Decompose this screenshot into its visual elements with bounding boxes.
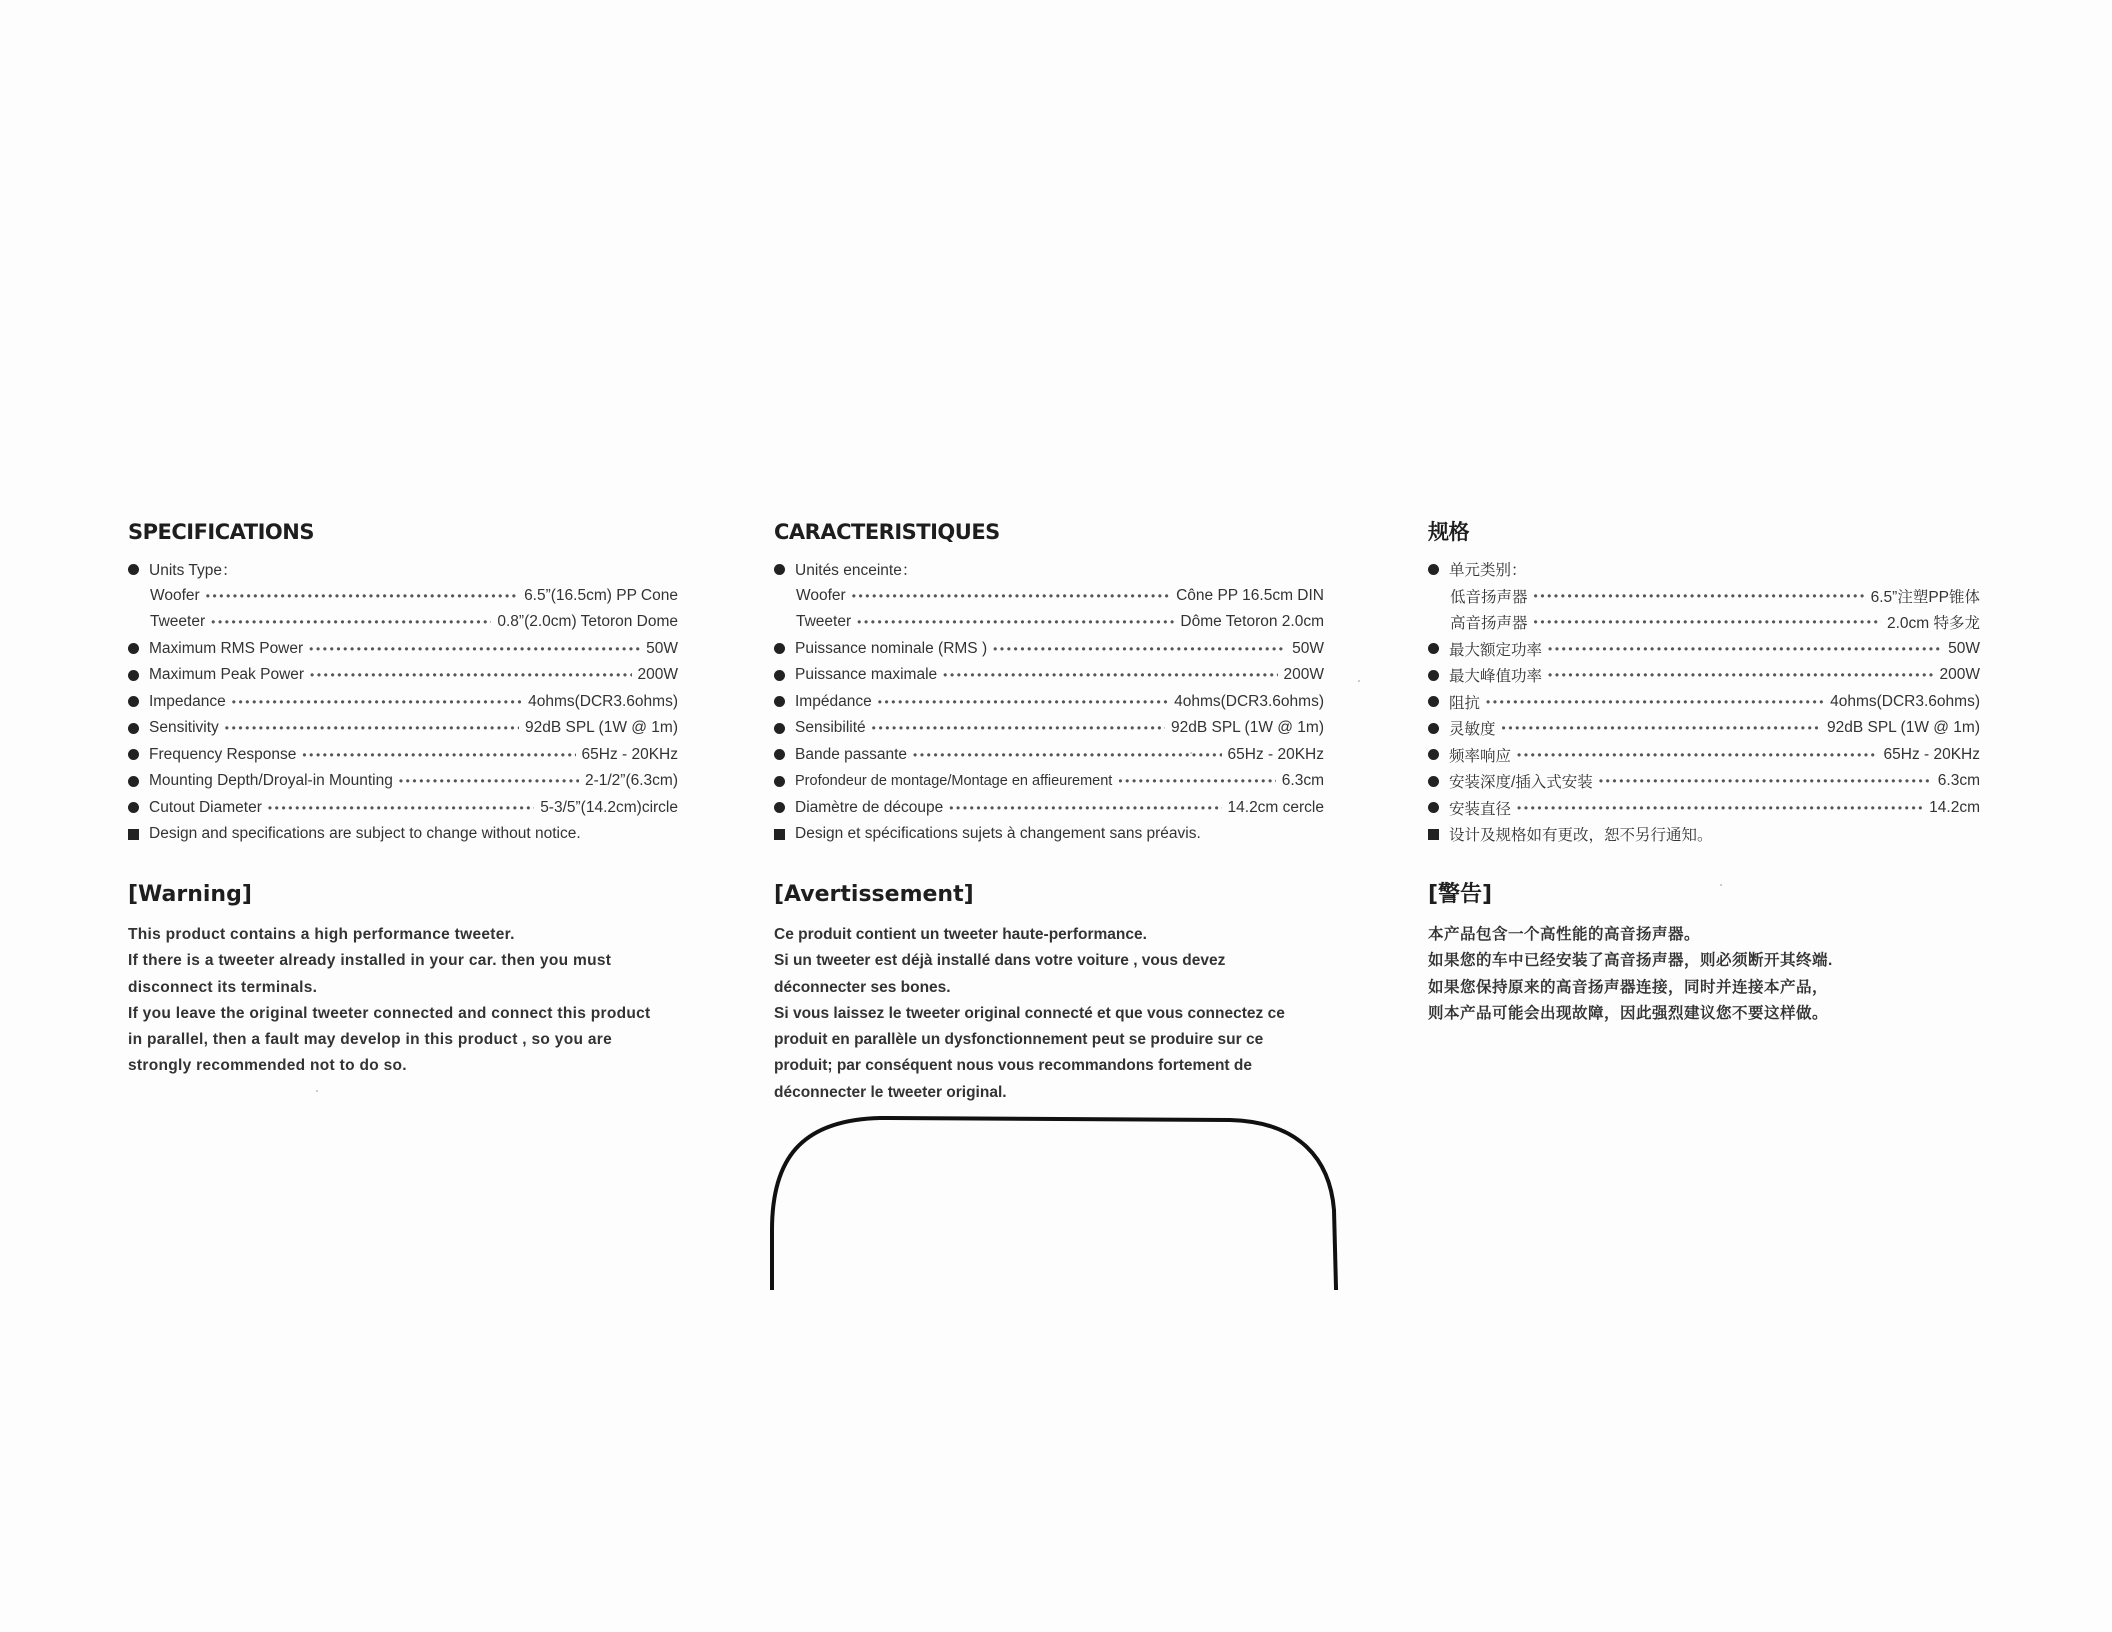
spec-label: Tweeter [150, 613, 206, 631]
dot-leader [943, 669, 1277, 681]
spec-row [128, 689, 678, 716]
dot-leader [872, 722, 1165, 734]
guige-heading: 规格 [1428, 520, 1469, 544]
chinese-column [1428, 518, 1980, 1022]
dot-leader [1548, 643, 1942, 655]
bullet-icon [774, 723, 785, 734]
unit-tweeter-row [1428, 609, 1980, 636]
jinggao-heading: [警告] [1428, 882, 1493, 907]
scan-speck [1720, 884, 1722, 886]
spec-row [774, 768, 1324, 795]
dot-leader [913, 749, 1221, 761]
warning-line: 本产品包含一个高性能的高音扬声器。 [1428, 926, 1701, 943]
spec-value: 92dB SPL (1W @ 1m) [525, 719, 678, 737]
bullet-icon [1428, 723, 1439, 734]
square-bullet-icon [128, 829, 139, 840]
dot-leader [1534, 616, 1881, 628]
spec-label: Mounting Depth/Droyal-in Mounting [149, 772, 393, 790]
french-column [774, 518, 1324, 1101]
spec-label: 安装直径 [1449, 800, 1512, 818]
dot-leader [1517, 802, 1923, 814]
spec-row [1428, 715, 1980, 742]
spec-value: 6.5”注塑PP锥体 [1870, 588, 1980, 606]
spec-value: 14.2cm cercle [1227, 798, 1324, 816]
spec-row [128, 715, 678, 742]
spec-label: 安装深度/插入式安装 [1449, 774, 1593, 792]
dot-leader [310, 669, 631, 681]
spec-note [128, 821, 678, 848]
spec-value: Cône PP 16.5cm DIN [1176, 586, 1324, 604]
specifications-list [774, 556, 1324, 848]
warning-line: déconnecter ses bones. [774, 978, 951, 996]
spec-value: 4ohms(DCR3.6ohms) [528, 692, 678, 710]
spec-row [1428, 742, 1980, 769]
bullet-icon [1428, 802, 1439, 813]
warning-line: 如果您的车中已经安装了高音扬声器，则必须断开其终端. [1428, 952, 1833, 970]
dot-leader [399, 775, 579, 787]
warning-line: If there is a tweeter already installed in your car. then you must [128, 952, 612, 970]
avertissement-heading: [Avertissement] [774, 882, 974, 907]
spec-label: Unités enceinte： [795, 562, 918, 580]
dot-leader [1118, 775, 1275, 787]
bullet-icon [1428, 749, 1439, 760]
spec-value: 50W [1948, 639, 1980, 657]
spec-row [128, 662, 678, 689]
specifications-list [1428, 556, 1980, 848]
bullet-icon [774, 564, 785, 575]
bullet-icon [774, 643, 785, 654]
unit-woofer-row [1428, 583, 1980, 610]
bullet-icon [1428, 643, 1439, 654]
spec-label: Puissance maximale [795, 666, 938, 684]
spec-row [1428, 662, 1980, 689]
spec-label: Maximum Peak Power [149, 666, 305, 684]
dot-leader [852, 590, 1170, 602]
dot-leader [225, 722, 519, 734]
bullet-icon [1428, 696, 1439, 707]
spec-label: Frequency Response [149, 745, 297, 763]
bullet-icon [128, 776, 139, 787]
unit-woofer-row [774, 583, 1324, 610]
dot-leader [1534, 590, 1865, 602]
units-type-item [774, 556, 1324, 583]
warning-body [1428, 922, 1980, 1027]
scan-speck [1358, 680, 1360, 682]
specifications-heading: SPECIFICATIONS [128, 520, 314, 544]
bullet-icon [774, 696, 785, 707]
spec-row [128, 636, 678, 663]
bullet-icon [774, 670, 785, 681]
bullet-icon [128, 723, 139, 734]
square-bullet-icon [774, 829, 785, 840]
spec-label: Woofer [796, 586, 846, 604]
warning-line: déconnecter le tweeter original. [774, 1083, 1007, 1101]
bullet-icon [774, 802, 785, 813]
spec-row [128, 742, 678, 769]
bullet-icon [128, 643, 139, 654]
dot-leader [878, 696, 1168, 708]
spec-value: 5-3/5”(14.2cm)circle [540, 798, 678, 816]
spec-label: 高音扬声器 [1450, 615, 1528, 633]
spec-value: Dôme Tetoron 2.0cm [1180, 613, 1324, 631]
spec-label: Bande passante [795, 745, 908, 763]
spec-row [1428, 636, 1980, 663]
warning-line: 如果您保持原来的高音扬声器连接，同时并连接本产品， [1428, 978, 1829, 996]
spec-value: 4ohms(DCR3.6ohms) [1174, 692, 1324, 710]
spec-row [774, 662, 1324, 689]
spec-label: Woofer [150, 586, 200, 604]
spec-label: Impedance [149, 692, 226, 710]
spec-row [774, 636, 1324, 663]
spec-row [774, 689, 1324, 716]
warning-body [774, 922, 1324, 1106]
bullet-icon [774, 749, 785, 760]
spec-label: Sensibilité [795, 719, 866, 737]
spec-label: 最大额定功率 [1449, 641, 1543, 659]
warning-body [128, 922, 678, 1080]
bullet-icon [1428, 776, 1439, 787]
note-text: Design et spécifications sujets à changement sans préavis. [795, 825, 1201, 843]
bullet-icon [128, 564, 139, 575]
dot-leader [1517, 749, 1878, 761]
english-column [128, 518, 678, 1075]
dot-leader [1486, 696, 1824, 708]
spec-label: 阻抗 [1449, 694, 1481, 712]
spec-label: Profondeur de montage/Montage en affieurement [795, 773, 1113, 790]
square-bullet-icon [1428, 829, 1439, 840]
unit-tweeter-row [128, 609, 678, 636]
dot-leader [949, 802, 1221, 814]
caracteristiques-heading: CARACTERISTIQUES [774, 520, 1000, 544]
spec-label: 灵敏度 [1449, 721, 1496, 739]
dot-leader [206, 590, 518, 602]
units-type-item [1428, 556, 1980, 583]
warning-line: Ce produit contient un tweeter haute-performance. [774, 926, 1147, 943]
spec-label: 频率响应 [1449, 747, 1512, 765]
spec-value: 92dB SPL (1W @ 1m) [1171, 719, 1324, 737]
spec-row [774, 742, 1324, 769]
warning-line: strongly recommended not to do so. [128, 1057, 407, 1075]
spec-label: Diamètre de découpe [795, 798, 944, 816]
warning-line: 则本产品可能会出现故障，因此强烈建议您不要这样做。 [1428, 1004, 1829, 1022]
unit-tweeter-row [774, 609, 1324, 636]
spec-label: 最大峰值功率 [1449, 668, 1543, 686]
dot-leader [857, 616, 1174, 628]
spec-value: 0.8”(2.0cm) Tetoron Dome [497, 613, 678, 631]
dot-leader [309, 643, 640, 655]
bullet-icon [128, 802, 139, 813]
spec-row [128, 768, 678, 795]
note-text: Design and specifications are subject to change without notice. [149, 825, 581, 843]
spec-value: 200W [637, 666, 678, 684]
spec-value: 6.3cm [1937, 772, 1980, 790]
spec-note [774, 821, 1324, 848]
warning-line: If you leave the original tweeter connected and connect this product [128, 1004, 651, 1022]
dot-leader [268, 802, 534, 814]
spec-label: Sensitivity [149, 719, 219, 737]
spec-label: Puissance nominale (RMS ) [795, 639, 988, 657]
warning-line: in parallel, then a fault may develop in this product , so you are [128, 1031, 613, 1049]
warning-line: produit en parallèle un dysfonctionnement peut se produire sur ce [774, 1031, 1264, 1049]
dot-leader [211, 616, 491, 628]
spec-value: 2.0cm 特多龙 [1886, 615, 1980, 633]
note-text: 设计及规格如有更改，恕不另行通知。 [1449, 827, 1713, 845]
bullet-icon [128, 696, 139, 707]
spec-value: 6.5”(16.5cm) PP Cone [524, 586, 678, 604]
dot-leader [1548, 669, 1933, 681]
dot-leader [1599, 775, 1932, 787]
dot-leader [993, 643, 1286, 655]
spec-label: Maximum RMS Power [149, 639, 304, 657]
spec-value: 4ohms(DCR3.6ohms) [1830, 692, 1980, 710]
specifications-list [128, 556, 678, 848]
unit-woofer-row [128, 583, 678, 610]
spec-value: 65Hz - 20KHz [581, 745, 678, 763]
bullet-icon [128, 670, 139, 681]
spec-label: Impédance [795, 692, 872, 710]
warning-line: produit; par conséquent nous vous recommandons fortement de [774, 1057, 1252, 1075]
scan-speck [316, 1090, 318, 1092]
warning-heading: [Warning] [128, 882, 252, 907]
spec-value: 200W [1283, 666, 1324, 684]
spec-value: 200W [1939, 666, 1980, 684]
bullet-icon [1428, 564, 1439, 575]
spec-row [1428, 795, 1980, 822]
spec-row [774, 715, 1324, 742]
spec-note [1428, 821, 1980, 848]
spec-value: 6.3cm [1281, 772, 1324, 790]
warning-line: disconnect its terminals. [128, 978, 318, 996]
scan-speck [1190, 752, 1192, 754]
dot-leader [302, 749, 575, 761]
bullet-icon [774, 776, 785, 787]
bullet-icon [128, 749, 139, 760]
spec-label: Units Type： [149, 562, 238, 580]
warning-line: This product contains a high performance tweeter. [128, 926, 515, 943]
spec-label: Tweeter [796, 613, 852, 631]
dot-leader [232, 696, 522, 708]
spec-row [1428, 689, 1980, 716]
die-cut-outline [770, 1110, 1340, 1300]
spec-row [128, 795, 678, 822]
spec-value: 50W [1292, 639, 1324, 657]
spec-value: 92dB SPL (1W @ 1m) [1827, 719, 1980, 737]
dot-leader [1502, 722, 1821, 734]
spec-value: 2-1/2”(6.3cm) [584, 772, 678, 790]
warning-line: Si un tweeter est déjà installé dans votre voiture , vous devez [774, 952, 1226, 970]
spec-row [1428, 768, 1980, 795]
spec-label: Cutout Diameter [149, 798, 262, 816]
spec-value: 50W [646, 639, 678, 657]
units-type-item [128, 556, 678, 583]
spec-row [774, 795, 1324, 822]
bullet-icon [1428, 670, 1439, 681]
spec-label: 单元类别： [1449, 562, 1527, 580]
spec-label: 低音扬声器 [1450, 588, 1528, 606]
spec-value: 14.2cm [1929, 798, 1980, 816]
warning-line: Si vous laissez le tweeter original connecté et que vous connectez ce [774, 1004, 1285, 1022]
spec-value: 65Hz - 20KHz [1227, 745, 1324, 763]
spec-value: 65Hz - 20KHz [1883, 745, 1980, 763]
